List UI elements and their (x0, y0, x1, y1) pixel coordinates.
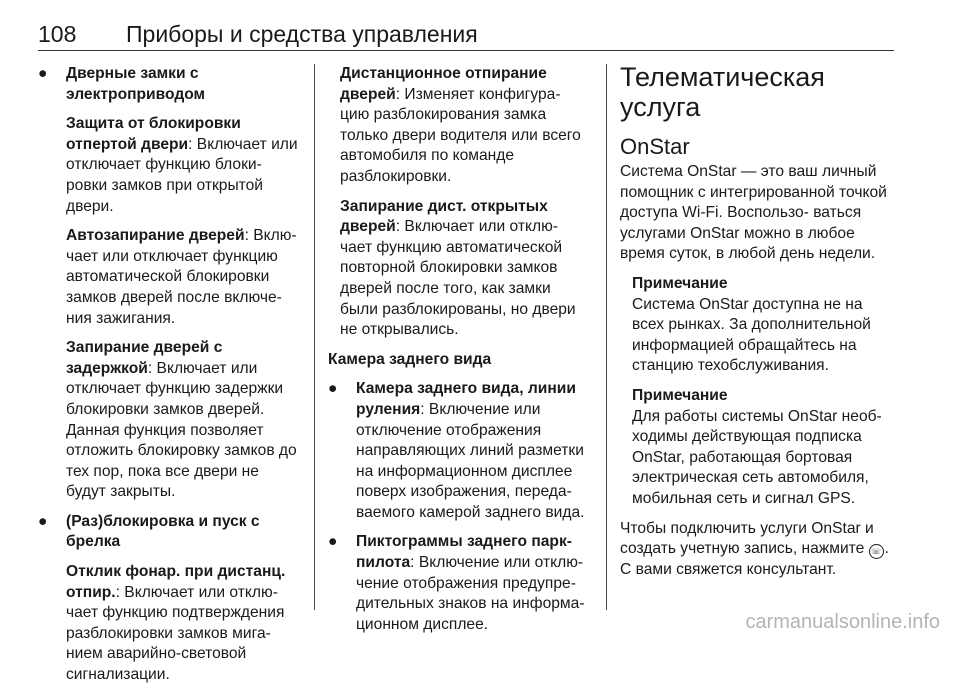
note-label: Примечание (632, 386, 728, 404)
page-title: Приборы и средства управления (126, 21, 478, 47)
subsection-title: OnStar (620, 134, 690, 159)
column-left (38, 64, 300, 695)
page-number: 108 (38, 21, 77, 47)
bullet-icon: ● (38, 65, 48, 82)
bullet-icon: ● (328, 380, 338, 398)
note: Примечание Для работы системы OnStar необ- ходимы действующая подписка OnStar, работающая бортовая электрическая сеть автомобиля, мобильная сеть и сигнал GPS. (632, 386, 882, 507)
paragraph: Система OnStar — это ваш личный помощник с интегрированной точкой доступа Wi-Fi. Воспользо- ваться услугами OnStar можно в любое время суток, в любой день недели. (620, 163, 887, 263)
note: Примечание Система OnStar доступна не на всех рынках. За дополнительной информацией обращайтесь на станцию техобслуживания. (632, 274, 871, 375)
paragraph: Автозапирание дверей: Вклю- чает или отключает функцию автоматической блокировки замков дверей после включе- ния зажигания. (66, 227, 297, 327)
paragraph: Защита от блокировки отпертой двери: Включает или отключает функцию блоки- ровки замков при открытой двери. (66, 115, 298, 215)
paragraph: Запирание дверей с задержкой: Включает или отключает функцию задержки блокировки замков дверей. Данная функция позволяет отложить блокировку замков до тех пор, пока все двери не будут закрыты. (66, 339, 297, 501)
section-title: Телематическая услуга (620, 62, 825, 122)
paragraph: Запирание дист. открытых дверей: Включает или отклю- чает функцию автоматической повторной блокировки замков дверей после того, как замки были разблокированы, но двери не открывались. (340, 197, 576, 339)
column-divider (606, 64, 607, 610)
bullet-icon: ● (328, 533, 338, 551)
watermark: carmanualsonline.info (745, 611, 940, 633)
section-heading: Камера заднего вида (328, 350, 492, 368)
bullet-item: ● Камера заднего вида, линии руления: Включение или отключение отображения направляющих линий разметки на информационном дисплее поверх изображения, переда- ваемого камерой заднего вида. (328, 380, 585, 521)
bullet-heading: ● (Раз)блокировка и пуск с брелка (38, 512, 260, 551)
note-label: Примечание (632, 274, 728, 292)
bullet-icon: ● (38, 512, 48, 530)
bullet-item: ● Пиктограммы заднего парк- пилота: Включение или отклю- чение отображения предупре- дительных знаков на информа- ционном дисплее. (328, 533, 585, 633)
page-header (38, 20, 894, 51)
column-right (620, 64, 892, 589)
paragraph: Дистанционное отпирание дверей: Изменяет конфигура- цию разблокирования замка только двери водителя или всего автомобиля по команде разблокировки. (340, 65, 581, 185)
column-divider (314, 64, 315, 610)
column-middle (328, 64, 592, 644)
phone-icon: ☏ (869, 544, 884, 559)
paragraph: Чтобы подключить услуги OnStar и создать учетную запись, нажмите ☏ . С вами свяжется консультант. (620, 519, 889, 578)
paragraph: Отклик фонар. при дистанц. отпир.: Включает или отклю- чает функцию подтверждения разблокировки замков мига- нием аварийно-световой сигнализации. (66, 563, 286, 684)
bullet-heading: ● Дверные замки с электроприводом (38, 65, 206, 103)
